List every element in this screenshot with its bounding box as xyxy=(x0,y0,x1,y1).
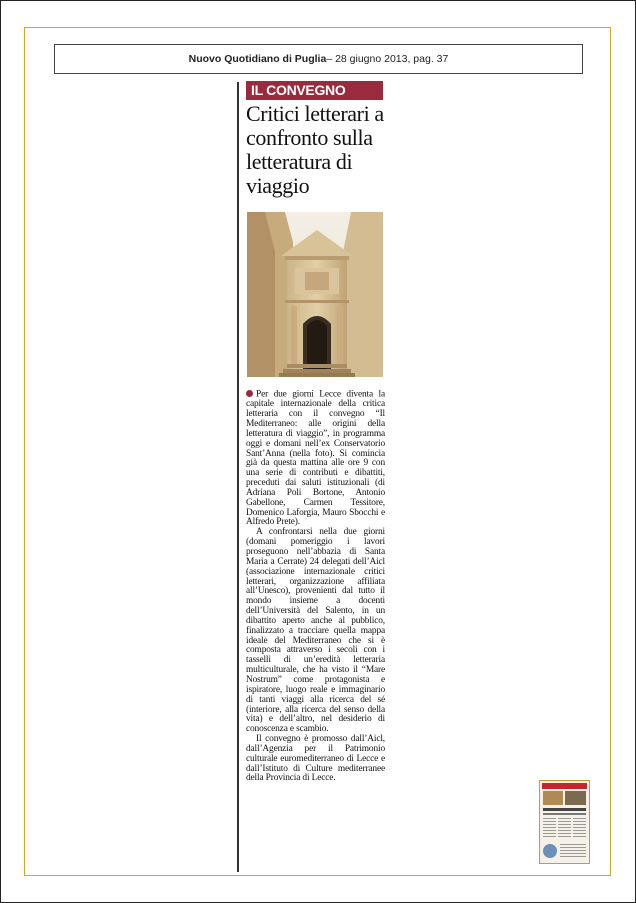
bullet-icon xyxy=(246,390,253,397)
source-header xyxy=(54,44,583,74)
newspaper-page-thumbnail-icon xyxy=(540,781,589,863)
article-photo xyxy=(247,212,383,377)
page-thumbnail xyxy=(539,780,590,864)
paragraph-text: Per due giorni Lecce diventa la capitale internazionale della critica letteraria con il convegno “Il Mediterraneo: alle origini della letteratura di viaggio”, in programma oggi e domani nell’ex Conservatorio Sant’Anna (nella foto). Si comincia già da questa mattina alle ore 9 con una serie di contributi e dibattiti, preceduti dai saluti istituzionali (di Adriana Poli Bortone, Antonio Gabellone, Carmen Tessitore, Domenico Laforgia, Mauro Sbocchi e Alfredo Prete). xyxy=(246,389,385,528)
article-body xyxy=(246,390,385,784)
column-rule xyxy=(237,82,239,872)
article-paragraph: Il convegno è promosso dall’Aicl, dall’Agenzia per il Patrimonio culturale euromediterraneo di Lecce e dall’Istituto di Culture mediterranee della Provincia di Lecce. xyxy=(246,734,385,784)
church-facade-photo xyxy=(247,212,383,377)
article-paragraph: A confrontarsi nella due giorni (domani pomeriggio i lavori proseguono nell’abbazia di Santa Maria a Cerrate) 24 delegati dell’Aicl (associazione internazionale critici letterari, organizzazione affiliata all’Unesco), provenienti dal tutto il mondo insieme a docenti dell’Università del Salento, in un dibattito aperto anche al pubblico, finalizzato a tracciare quella mappa ideale del Mediterraneo che si è composta attraverso i secoli con i tasselli di un’eredità letteraria multiculturale, che ha visto il “Mare Nostrum” come protagonista e ispiratore, luogo reale e immaginario di tanti viaggi alla ricerca del sé (interiore, alla ricerca del senso della vita) e dell’altro, nel desiderio di conoscenza e scambio. xyxy=(246,527,385,735)
publication-name: Nuovo Quotidiano di Puglia xyxy=(188,53,327,65)
article-paragraph xyxy=(246,390,385,528)
section-kicker: IL CONVEGNO xyxy=(246,81,383,100)
publication-date-page: – 28 giugno 2013, pag. 37 xyxy=(326,53,449,65)
article-headline: Critici letterari a confronto sulla letteratura di viaggio xyxy=(246,101,384,198)
